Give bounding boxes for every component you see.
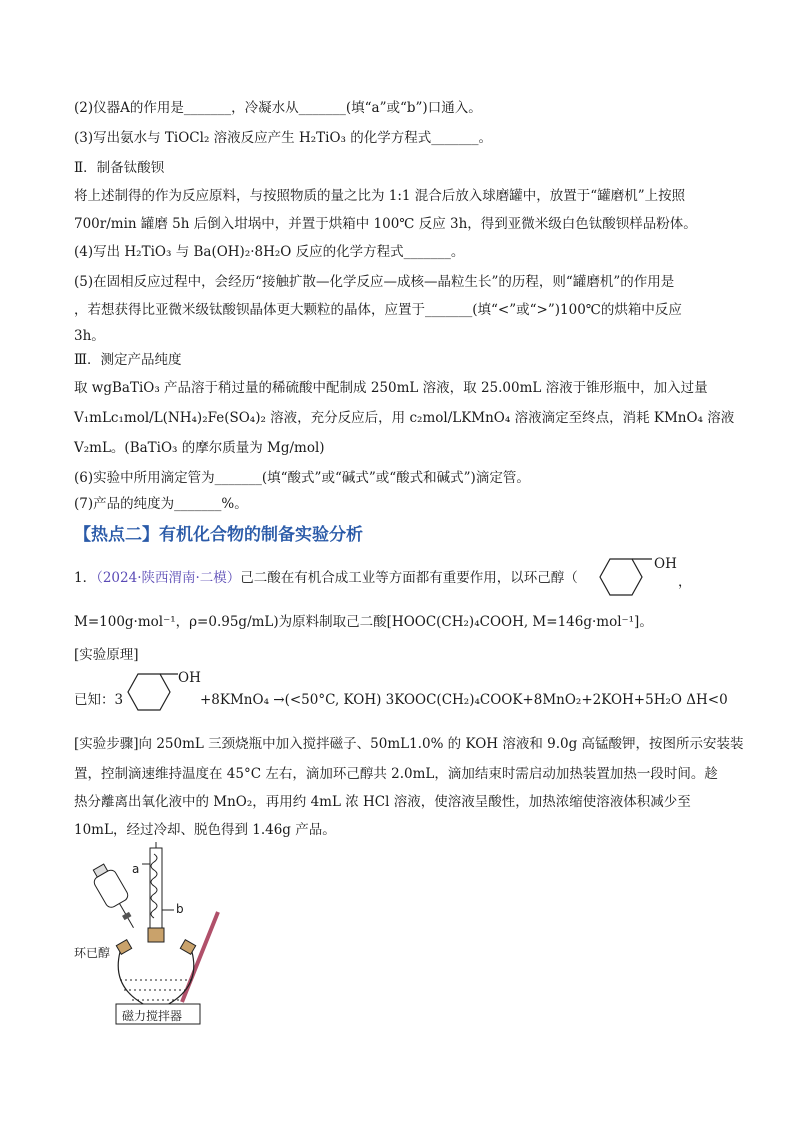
- q1-source: （2024·陕西渭南·二模）: [96, 570, 241, 586]
- part-2-text-1: 将上述制得的作为反应原料，与按照物质的量之比为 1:1 混合后放入球磨罐中，放置于“罐磨机”上按照: [74, 188, 686, 204]
- apparatus-diagram: [70, 842, 240, 1027]
- q1-number: 1．: [74, 570, 97, 586]
- label-b: b: [176, 902, 184, 916]
- known-prefix: 已知：3: [74, 692, 124, 708]
- question-4: (4)写出 H₂TiO₃ 与 Ba(OH)₂·8H₂O 反应的化学方程式_______。: [74, 244, 465, 260]
- part-3-heading: Ⅲ．测定产品纯度: [74, 352, 182, 368]
- part-3-text-3: V₂mL。(BaTiO₃ 的摩尔质量为 Mg/mol): [74, 440, 325, 456]
- part-3-text-2: V₁mLc₁mol/L(NH₄)₂Fe(SO₄)₂ 溶液，充分反应后，用 c₂mol/LKMnO₄ 溶液滴定至终点，消耗 KMnO₄ 溶液: [74, 410, 735, 426]
- q1-line-2: M=100g·mol⁻¹，ρ=0.95g/mL)为原料制取己二酸[HOOC(CH₂)₄COOH, M=146g·mol⁻¹]。: [74, 614, 653, 630]
- question-2: (2)仪器A的作用是_______，冷凝水从_______(填“a”或“b”)口通入。: [74, 100, 482, 116]
- reaction-equation: +8KMnO₄ →(<50°C, KOH) 3KOOC(CH₂)₄COOK+8MnO₂+2KOH+5H₂O ΔH<0: [200, 692, 728, 708]
- part-2-heading: Ⅱ．制备钛酸钡: [74, 160, 165, 176]
- q1-text-b: ，: [678, 574, 692, 590]
- label-cyclohexanol: 环已醇: [74, 946, 111, 960]
- section-title: 【热点二】有机化合物的制备实验分析: [74, 525, 363, 545]
- question-5-line-3: 3h。: [74, 328, 105, 344]
- q1-text-a: 己二酸在有机合成工业等方面都有重要作用，以环己醇（: [240, 570, 578, 586]
- question-7: (7)产品的纯度为_______%。: [74, 496, 248, 512]
- steps-line-2: 置，控制滴速维持温度在 45°C 左右，滴加环己醇共 2.0mL，滴加结束时需启动加热装置加热一段时间。趁: [74, 766, 718, 782]
- steps-line-4: 10mL，经过冷却、脱色得到 1.46g 产品。: [74, 822, 336, 838]
- question-5-line-1: (5)在固相反应过程中，会经历“接触扩散—化学反应—成核—晶粒生长”的历程，则“罐磨机”的作用是: [74, 274, 675, 290]
- oh-label: OH: [654, 556, 677, 572]
- apparatus-drawing: [70, 842, 240, 1027]
- part-3-text-1: 取 wgBaTiO₃ 产品溶于稍过量的稀硫酸中配制成 250mL 溶液，取 25.00mL 溶液于锥形瓶中，加入过量: [74, 380, 708, 396]
- label-magnetic-stirrer: 磁力搅拌器: [122, 1009, 183, 1023]
- question-6: (6)实验中所用滴定管为_______(填“酸式”或“碱式”或“酸式和碱式”)滴定管。: [74, 470, 530, 486]
- steps-line-1: [实验步骤]向 250mL 三颈烧瓶中加入搅拌磁子、50mL1.0% 的 KOH 溶液和 9.0g 高锰酸钾，按图所示安装装: [74, 736, 744, 752]
- steps-line-3: 热分離离出氧化液中的 MnO₂，再用约 4mL 浓 HCl 溶液，使溶液呈酸性，加热浓缩使溶液体积减少至: [74, 794, 691, 810]
- principle-heading: [实验原理]: [74, 647, 139, 663]
- question-3: (3)写出氨水与 TiOCl₂ 溶液反应产生 H₂TiO₃ 的化学方程式_______。: [74, 130, 492, 146]
- question-5-line-2: ，若想获得比亚微米级钛酸钡晶体更大颗粒的晶体，应置于_______(填“<”或“>”)100℃的烘箱中反应: [74, 302, 682, 318]
- oh-label-2: OH: [178, 670, 201, 686]
- part-2-text-2: 700r/min 罐磨 5h 后倒入坩埚中，并置于烘箱中 100℃ 反应 3h，得到亚微米级白色钛酸钡样品粉体。: [74, 216, 697, 232]
- label-a: a: [132, 862, 140, 876]
